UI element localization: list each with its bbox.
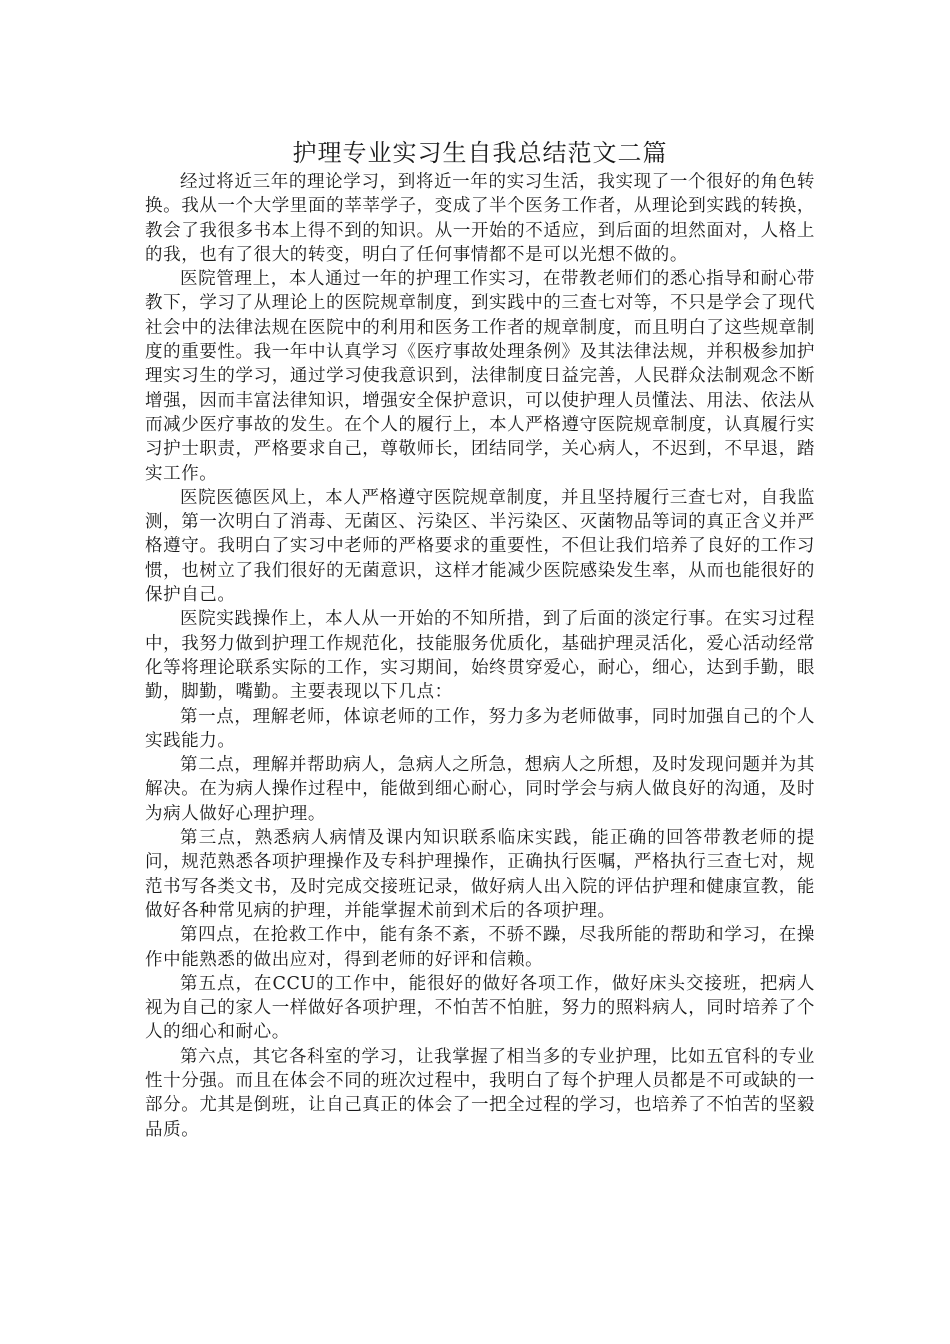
paragraph-point-2: 第二点，理解并帮助病人，急病人之所急，想病人之所想，及时发现问题并为其解决。在为病人操作过程中，能做到细心耐心，同时学会与病人做良好的沟通，及时为病人做好心理护理。 — [145, 755, 815, 824]
document-title: 护理专业实习生自我总结范文二篇 — [292, 139, 668, 167]
paragraph-point-5: 第五点，在CCU的工作中，能很好的做好各项工作，做好床头交接班，把病人视为自己的家人一样做好各项护理，不怕苦不怕脏，努力的照料病人，同时培养了个人的细心和耐心。 — [145, 973, 815, 1043]
paragraph-medical-ethics: 医院医德医风上，本人严格遵守医院规章制度，并且坚持履行三查七对，自我监测，第一次明白了消毒、无菌区、污染区、半污染区、灭菌物品等词的真正含义并严格遵守。我明白了实习中老师的严格要求的重要性，不但让我们培养了良好的工作习惯，也树立了我们很好的无菌意识，这样才能减少医院感染发生率，从而也能很好的保护自己。 — [145, 487, 815, 606]
paragraph-point-3: 第三点，熟悉病人病情及课内知识联系临床实践，能正确的回答带教老师的提问，规范熟悉各项护理操作及专科护理操作，正确执行医嘱，严格执行三查七对，规范书写各类文书，及时完成交接班记录，做好病人出入院的评估护理和健康宣教，能做好各种常见病的护理，并能掌握术前到术后的各项护理。 — [145, 828, 815, 921]
paragraph-point-1: 第一点，理解老师，体谅老师的工作，努力多为老师做事，同时加强自己的个人实践能力。 — [145, 706, 815, 751]
paragraph-point-6: 第六点，其它各科室的学习，让我掌握了相当多的专业护理，比如五官科的专业性十分强。而且在体会不同的班次过程中，我明白了每个护理人员都是不可或缺的一部分。尤其是倒班，让自己真正的体会了一把全过程的学习，也培养了不怕苦的坚毅品质。 — [145, 1046, 815, 1140]
paragraph-point-4: 第四点，在抢救工作中，能有条不紊，不骄不躁，尽我所能的帮助和学习，在操作中能熟悉的做出应对，得到老师的好评和信赖。 — [145, 925, 815, 970]
paragraph-hospital-management: 医院管理上，本人通过一年的护理工作实习，在带教老师们的悉心指导和耐心带教下，学习了从理论上的医院规章制度，到实践中的三查七对等，不只是学会了现代社会中的法律法规在医院中的利用和医务工作者的规章制度，而且明白了这些规章制度的重要性。我一年中认真学习《医疗事故处理条例》及其法律法规，并积极参加护理实习生的学习，通过学习使我意识到，法律制度日益完善，人民群众法制观念不断增强，因而丰富法律知识，增强安全保护意识，可以使护理人员懂法、用法、依法从而减少医疗事故的发生。在个人的履行上，本人严格遵守医院规章制度，认真履行实习护士职责，严格要求自己，尊敬师长，团结同学，关心病人，不迟到，不早退，踏实工作。 — [145, 269, 815, 484]
document-body — [145, 136, 815, 1142]
paragraph-intro: 经过将近三年的理论学习，到将近一年的实习生活，我实现了一个很好的角色转换。我从一个大学里面的莘莘学子，变成了半个医务工作者，从理论到实践的转换，教会了我很多书本上得不到的知识。从一开始的不适应，到后面的坦然面对，人格上的我，也有了很大的转变，明白了任何事情都不是可以光想不做的。 — [145, 172, 815, 265]
paragraph-practice: 医院实践操作上，本人从一开始的不知所措，到了后面的淡定行事。在实习过程中，我努力做到护理工作规范化，技能服务优质化，基础护理灵活化，爱心活动经常化等将理论联系实际的工作，实习期间，始终贯穿爱心，耐心，细心，达到手勤，眼勤，脚勤，嘴勤。主要表现以下几点： — [145, 609, 815, 703]
